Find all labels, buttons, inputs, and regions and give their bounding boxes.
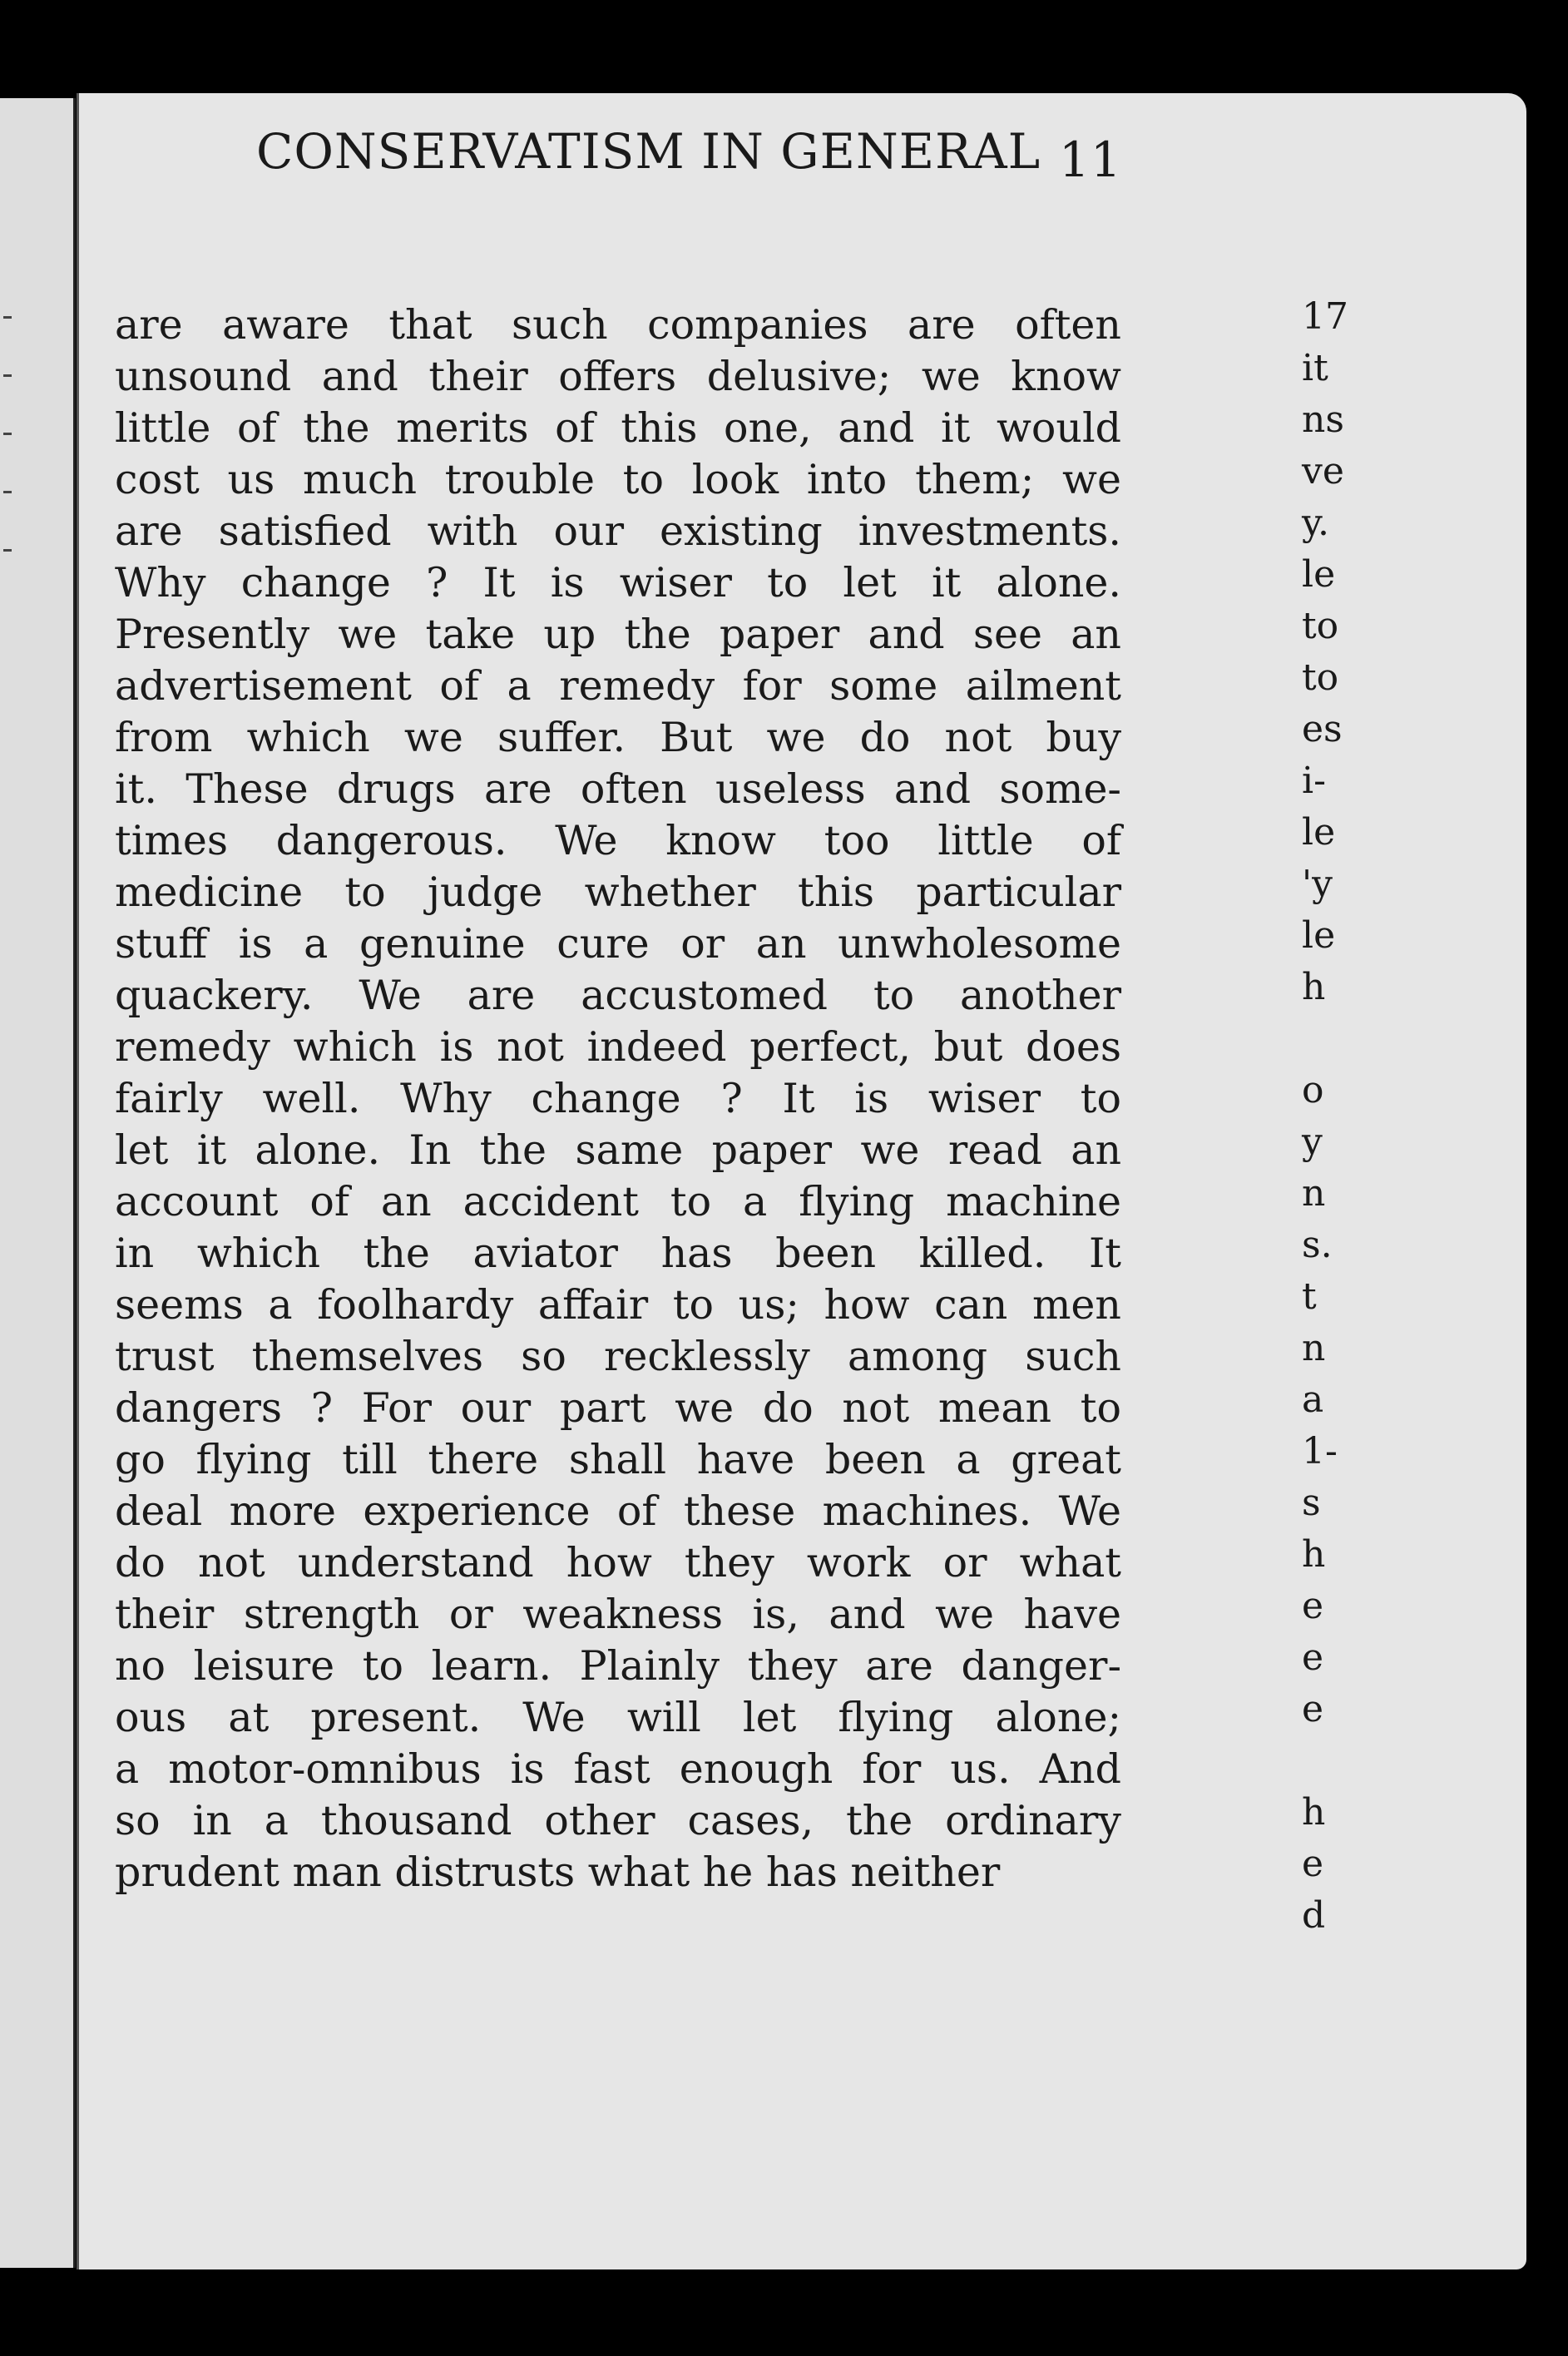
next-page-fragment: 17 [1302,295,1348,338]
text-line: times dangerous. We know too little of [115,817,1121,864]
next-page-fragment: s. [1302,1224,1333,1266]
text-line: are aware that such companies are often [115,301,1121,349]
next-page-fragment: 'y [1302,863,1333,905]
next-page-fragment: a [1302,1378,1324,1421]
next-page-fragment: t [1302,1275,1317,1318]
margin-mark [3,549,12,552]
text-line: trust themselves so recklessly among such [115,1333,1121,1380]
next-page-fragment: to [1302,605,1339,647]
next-page-fragment: n [1302,1327,1326,1369]
text-line: little of the merits of this one, and it would [115,404,1121,452]
next-page-fragment: h [1302,966,1326,1008]
next-page-fragment: y. [1302,502,1329,544]
text-line: so in a thousand other cases, the ordinary [115,1797,1121,1844]
text-line: it. These drugs are often useless and some- [115,765,1121,813]
text-line: fairly well. Why change ? It is wiser to [115,1075,1121,1122]
margin-mark [3,316,12,319]
text-line: Why change ? It is wiser to let it alone. [115,559,1121,606]
text-line: no leisure to learn. Plainly they are danger- [115,1642,1121,1690]
text-line: remedy which is not indeed perfect, but does [115,1023,1121,1071]
text-line: from which we suffer. But we do not buy [115,714,1121,761]
next-page-fragment: e [1302,1843,1324,1885]
next-page-fragment: d [1302,1894,1326,1937]
next-page-fragment: i- [1302,760,1326,802]
text-line: in which the aviator has been killed. It [115,1230,1121,1277]
next-page-fragment: o [1302,1069,1324,1111]
text-line: do not understand how they work or what [115,1539,1121,1586]
text-line: prudent man distrusts what he has neither [115,1849,1001,1896]
next-page-fragment: y [1302,1121,1323,1163]
text-line: dangers ? For our part we do not mean to [115,1384,1121,1432]
next-page-fragment: e [1302,1636,1324,1679]
text-line: cost us much trouble to look into them; we [115,456,1121,503]
next-page-fragment: n [1302,1172,1326,1215]
text-line: quackery. We are accustomed to another [115,972,1121,1019]
text-line: their strength or weakness is, and we have [115,1591,1121,1638]
next-page-fragment: s [1302,1482,1321,1524]
next-page-fragment: le [1302,914,1336,957]
next-page-fragment: it [1302,347,1328,389]
margin-mark [3,374,12,377]
text-line: seems a foolhardy affair to us; how can men [115,1281,1121,1329]
next-page-fragment: h [1302,1791,1326,1834]
previous-page-edge [0,98,76,2268]
text-line: go flying till there shall have been a great [115,1436,1121,1483]
text-line: account of an accident to a flying machine [115,1178,1121,1225]
text-line: Presently we take up the paper and see an [115,611,1121,658]
running-head-title: CONSERVATISM IN GENERAL [256,123,1041,180]
next-page-fragment: to [1302,656,1339,699]
text-line: a motor-omnibus is fast enough for us. And [115,1745,1121,1793]
body-text [115,299,1121,1898]
text-line: are satisfied with our existing investments. [115,507,1121,555]
next-page-fragment: ns [1302,398,1344,441]
next-page-fragment: e [1302,1688,1324,1730]
next-page-fragment: es [1302,708,1343,750]
next-page-fragment: e [1302,1585,1324,1627]
text-line: stuff is a genuine cure or an unwholesome [115,920,1121,968]
text-line: advertisement of a remedy for some ailment [115,662,1121,710]
text-line: unsound and their offers delusive; we know [115,353,1121,400]
text-line: medicine to judge whether this particular [115,869,1121,916]
page-number: 11 [1059,131,1122,188]
next-page-fragment: le [1302,553,1336,596]
text-line: ous at present. We will let flying alone; [115,1694,1121,1741]
next-page-fragment: 1- [1302,1430,1338,1472]
margin-mark [3,433,12,435]
next-page-fragment: le [1302,811,1336,854]
text-line: let it alone. In the same paper we read an [115,1126,1121,1174]
margin-mark [3,491,12,493]
text-line: deal more experience of these machines. We [115,1487,1121,1535]
next-page-fragment: h [1302,1533,1326,1576]
next-page-fragment: ve [1302,450,1344,492]
